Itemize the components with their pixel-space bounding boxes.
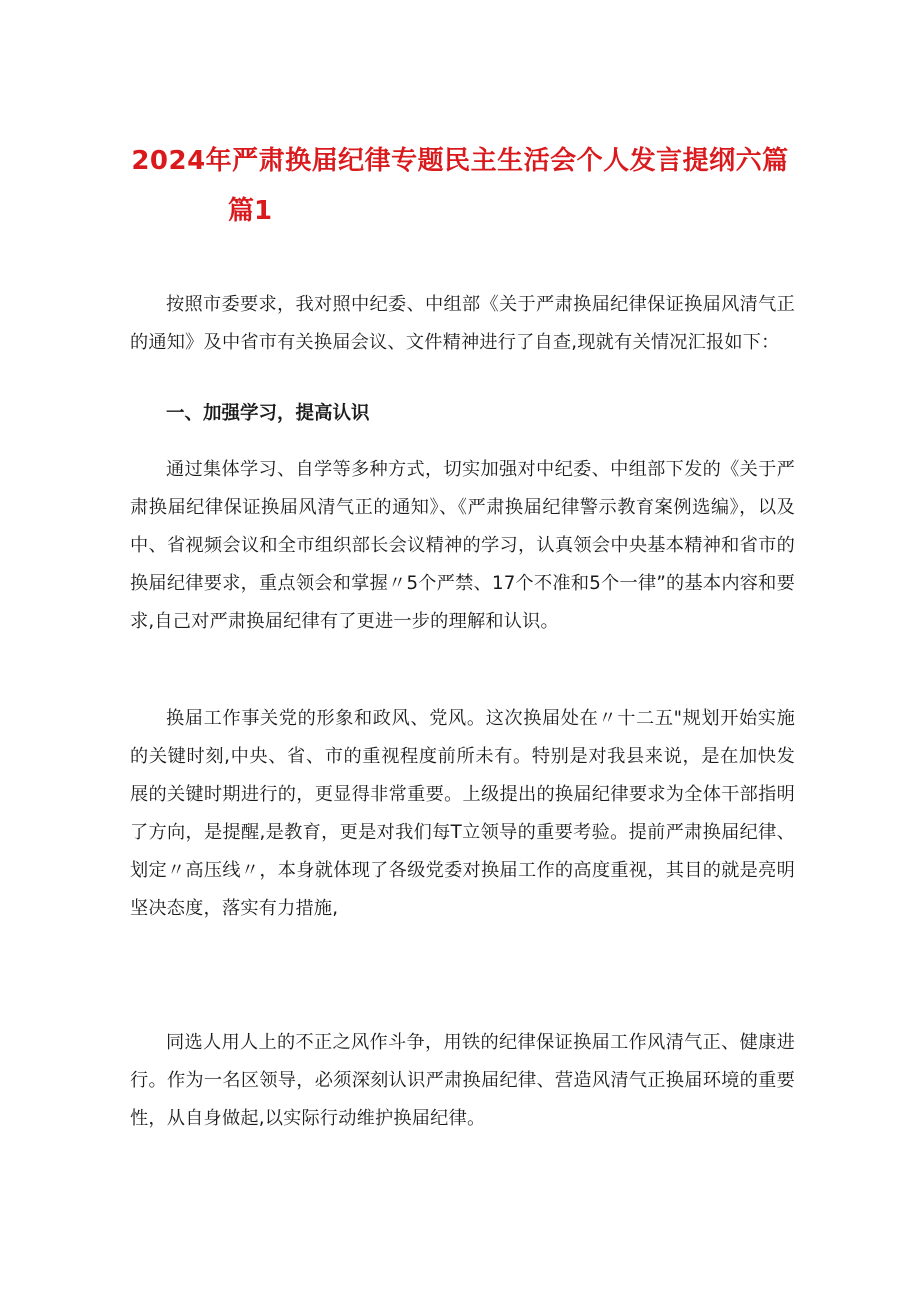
- body-paragraph-3: 同选人用人上的不正之风作斗争，用铁的纪律保证换届工作风清气正、健康进行。作为一名区领导，必须深刻认识严肃换届纪律、营造风清气正换届环境的重要性，从自身做起,以实际行动维护换届纪律。: [130, 1032, 795, 1129]
- document-title: 2024年严肃换届纪律专题民主生活会个人发言提纲六篇: [131, 146, 789, 176]
- body-paragraph-1: 通过集体学习、自学等多种方式，切实加强对中纪委、中组部下发的《关于严肃换届纪律保证换届风清气正的通知》、《严肃换届纪律警示教育案例选编》，以及中、省视频会议和全市组织部长会议精神的学习，认真领会中央基本精神和省市的换届纪律要求，重点领会和掌握〃5个严禁、17个不准和5个一律”的基本内容和要求,自己对严肃换届纪律有了更进一步的理解和认识。: [130, 459, 795, 632]
- body-paragraph-2: 换届工作事关党的形象和政风、党风。这次换届处在〃十二五"规划开始实施的关键时刻,中央、省、市的重视程度前所未有。特别是对我县来说，是在加快发展的关键时期进行的，更显得非常重要。上级提出的换届纪律要求为全体干部指明了方向，是提醒,是教育，更是对我们每T立领导的重要考验。提前严肃换届纪律、划定〃高压线〃，本身就体现了各级党委对换届工作的高度重视，其目的就是亮明坚决态度，落实有力措施,: [130, 708, 795, 919]
- section-heading: 一、加强学习，提高认识: [166, 403, 370, 424]
- intro-paragraph: 按照市委要求，我对照中纪委、中组部《关于严肃换届纪律保证换届风清气正的通知》及中省市有关换届会议、文件精神进行了自查,现就有关情况汇报如下：: [130, 294, 795, 353]
- section-label: 篇1: [228, 196, 273, 226]
